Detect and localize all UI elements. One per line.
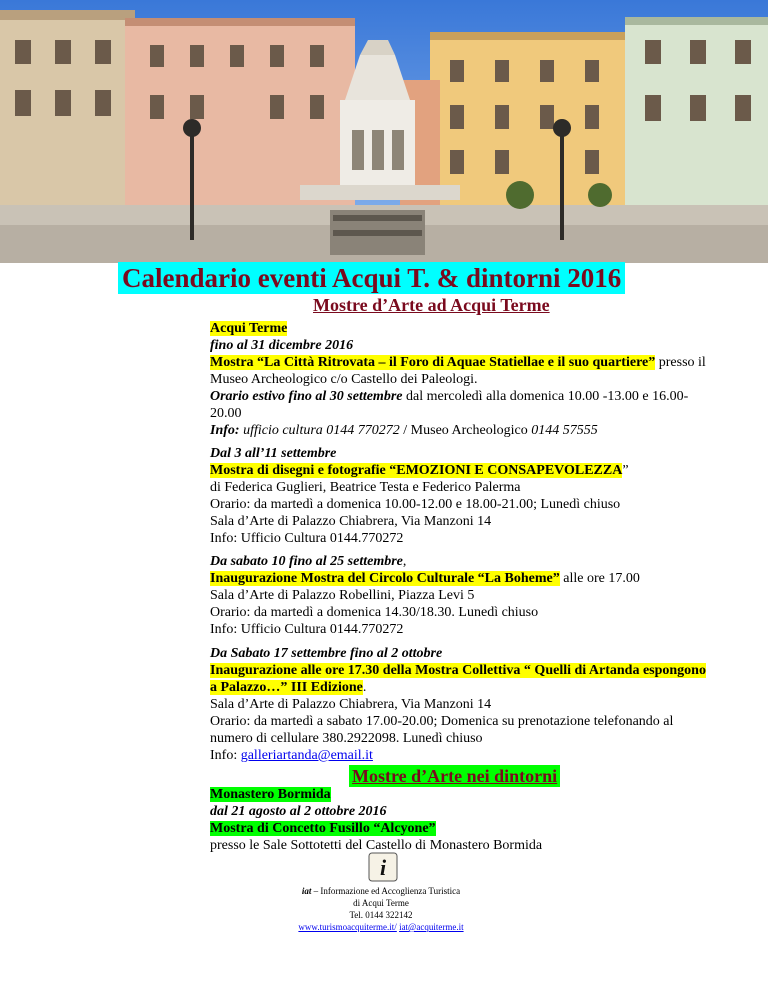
event-info-sep: / Museo Archeologico [399,423,532,438]
footer-city: di Acqui Terme [353,898,409,908]
info-icon [368,852,398,882]
event-hours: dal mercoledì alla domenica 10.00 -13.00 e 16.00-20.00 [210,389,689,421]
event-block [210,320,710,439]
event-info-label: Info: [210,748,241,763]
event-dates: Da Sabato 17 settembre fino al 2 ottobre [210,646,443,661]
event-block [210,645,710,764]
footer-org: – Informazione ed Accoglienza Turistica [311,886,461,896]
event-place: Acqui Terme [210,321,288,336]
event-location: Sala d’Arte di Palazzo Chiabrera, Via Manzoni 14 [210,697,492,712]
event-title-end: alle ore 17.00 [559,571,640,586]
event-block [210,553,710,638]
info-icon-letter: i [379,855,387,880]
event-title-end: ” [622,463,629,478]
event-title: Mostra di disegni e fotografie “EMOZIONI E CONSAPEVOLEZZA [210,463,623,478]
event-title: Mostra “La Città Ritrovata – il Foro di Aquae Statiellae e il suo quartiere” [210,355,656,370]
event-title-end: . [362,680,367,695]
event-location: presso le Sale Sottotetti del Castello di Monastero Bormida [210,838,543,853]
footer-email-link[interactable]: iat@acquiterme.it [399,922,464,932]
event-info: Info: Ufficio Cultura 0144.770272 [210,622,404,637]
event-title: Mostra di Concetto Fusillo “Alcyone” [210,821,436,836]
footer-tel: Tel. 0144 322142 [349,910,413,920]
event-email-link[interactable]: galleriartanda@email.it [240,748,373,763]
event-location: presso il Museo Archeologico c/o Castello dei Paleologi. [210,355,706,387]
event-info: Info: Ufficio Cultura 0144.770272 [210,531,404,546]
event-location: Sala d’Arte di Palazzo Robellini, Piazza Levi 5 [210,588,475,603]
event-place: Monastero Bormida [210,787,331,802]
footer-site-link[interactable]: www.turismoacquiterme.it/ [298,922,397,932]
event-hours-label: Orario estivo fino al 30 settembre [210,389,403,404]
event-hours: Orario: da martedì a sabato 17.00-20.00; Domenica su prenotazione telefonando al numero di cellulare 380.2922098. Lunedì chiuso [210,714,674,746]
event-dates: dal 21 agosto al 2 ottobre 2016 [210,804,387,819]
section-title-dintorni: Mostre d’Arte nei dintorni [349,765,560,787]
event-title: Inaugurazione alle ore 17.30 della Mostra Collettiva “ Quelli di Artanda espongono a Palazzo…” III Edizione [210,663,706,695]
event-info-phone-2: 0144 57555 [531,423,598,438]
event-block [210,445,710,547]
event-dates: Da sabato 10 fino al 25 settembre [210,554,403,569]
event-hours: Orario: da martedì a domenica 14.30/18.30. Lunedì chiuso [210,605,539,620]
event-info-phone: ufficio cultura 0144 770272 [239,423,400,438]
footer [250,885,512,933]
event-info-label: Info: [210,423,240,438]
header-photo [0,0,768,263]
event-dates-end: , [402,554,407,569]
page-title: Calendario eventi Acqui T. & dintorni 2016 [118,262,625,294]
section-title-acqui: Mostre d’Arte ad Acqui Terme [313,295,550,315]
event-hours: Orario: da martedì a domenica 10.00-12.00 e 18.00-21.00; Lunedì chiuso [210,497,621,512]
event-title: Inaugurazione Mostra del Circolo Culturale “La Boheme” [210,571,560,586]
event-location: Sala d’Arte di Palazzo Chiabrera, Via Manzoni 14 [210,514,492,529]
event-dates: fino al 31 dicembre 2016 [210,338,354,353]
event-block [210,786,710,854]
bollente-square-image [0,0,768,263]
event-authors: di Federica Guglieri, Beatrice Testa e Federico Palerma [210,480,521,495]
footer-org-bold: iat [301,886,312,896]
event-dates: Dal 3 all’11 settembre [210,446,337,461]
